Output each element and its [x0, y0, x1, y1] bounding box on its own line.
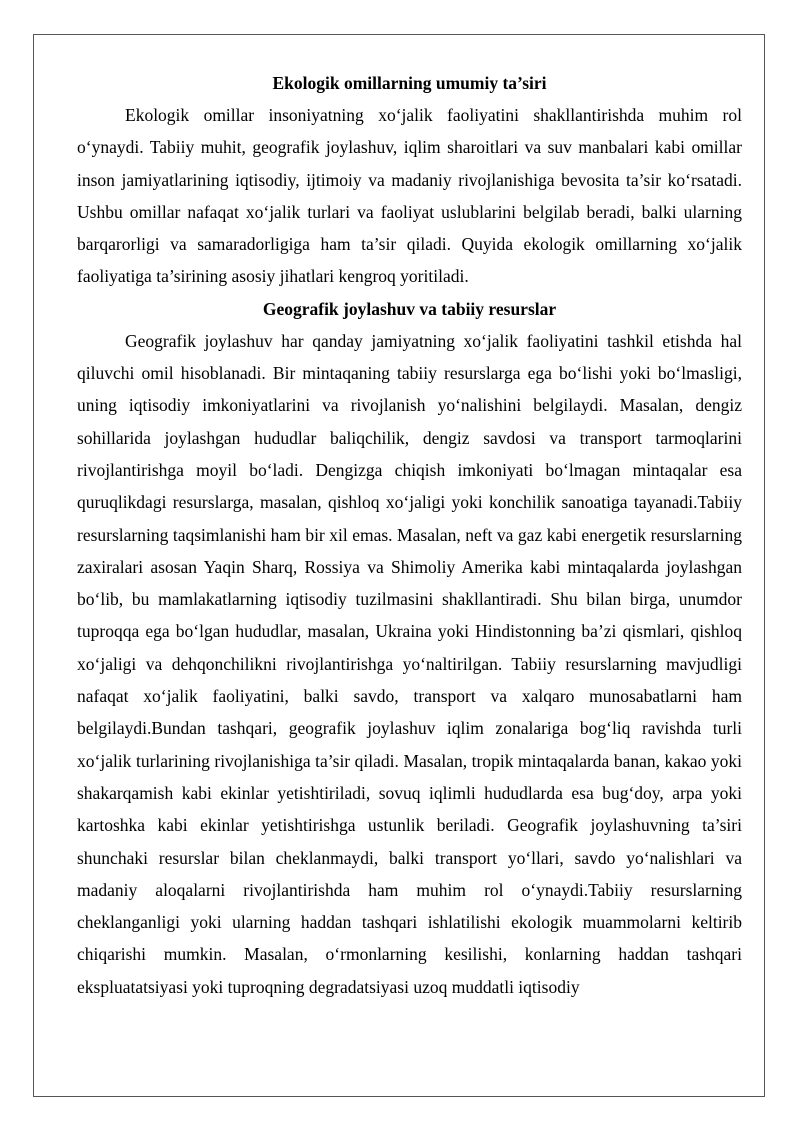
document-body [77, 71, 742, 1003]
section-heading-ecological-factors: Ekologik omillarning umumiy ta’siri [272, 73, 547, 93]
paragraph-geographic-location: Geografik joylashuv har qanday jamiyatning xo‘jalik faoliyatini tashkil etishda hal qiluvchi omil hisoblanadi. Bir mintaqaning tabiiy resurslarga ega bo‘lishi yoki bo‘lmasligi, uning iqtisodiy imkoniyatlarini va rivojlanish yo‘nalishini belgilaydi. Masalan, dengiz sohillarida joylashgan hududlar baliqchilik, dengiz savdosi va transport tarmoqlarini rivojlantirishga moyil bo‘ladi. Dengizga chiqish imkoniyati bo‘lmagan mintaqalar esa quruqlikdagi resurslarga, masalan, qishloq xo‘jaligi yoki konchilik sanoatiga tayanadi.Tabiiy resurslarning taqsimlanishi ham bir xil emas. Masalan, neft va gaz kabi energetik resurslarning zaxiralari asosan Yaqin Sharq, Rossiya va Shimoliy Amerika kabi mintaqalarda joylashgan bo‘lib, bu mamlakatlarning iqtisodiy tuzilmasini shakllantiradi. Shu bilan birga, unumdor tuproqqa ega bo‘lgan hududlar, masalan, Ukraina yoki Hindistonning ba’zi qismlari, qishloq xo‘jaligi va dehqonchilikni rivojlantirishga yo‘naltirilgan. Tabiiy resurslarning mavjudligi nafaqat xo‘jalik faoliyatini, balki savdo, transport va xalqaro munosabatlarni ham belgilaydi.Bundan tashqari, geografik joylashuv iqlim zonalariga bog‘liq ravishda turli xo‘jalik turlarining rivojlanishiga ta’sir qiladi. Masalan, tropik mintaqalarda banan, kakao yoki shakarqamish kabi ekinlar yetishtiriladi, sovuq iqlimli hududlarda esa bug‘doy, arpa yoki kartoshka kabi ekinlar yetishtirishga ustunlik beriladi. Geografik joylashuvning ta’siri shunchaki resurslar bilan cheklanmaydi, balki transport yo‘llari, savdo yo‘nalishlari va madaniy aloqalarni rivojlantirishda ham muhim rol o‘ynaydi.Tabiiy resurslarning cheklanganligi yoki ularning haddan tashqari ishlatilishi ekologik muammolarni keltirib chiqarishi mumkin. Masalan, o‘rmonlarning kesilishi, konlarning haddan tashqari ekspluatatsiyasi yoki tuproqning degradatsiyasi uzoq muddatli iqtisodiy [77, 330, 742, 997]
paragraph-ecological-factors: Ekologik omillar insoniyatning xo‘jalik faoliyatini shakllantirishda muhim rol o‘ynaydi. Tabiiy muhit, geografik joylashuv, iqlim sharoitlari va suv manbalari kabi omillar inson jamiyatlarining iqtisodiy, ijtimoiy va madaniy rivojlanishiga bevosita ta’sir ko‘rsatadi. Ushbu omillar nafaqat xo‘jalik turlari va faoliyat uslublarini belgilab beradi, balki ularning barqarorligi va samaradorligiga ham ta’sir qiladi. Quyida ekologik omillarning xo‘jalik faoliyatiga ta’sirining asosiy jihatlari kengroq yoritiladi. [77, 105, 742, 287]
section-heading-geographic-location: Geografik joylashuv va tabiiy resurslar [262, 298, 557, 319]
